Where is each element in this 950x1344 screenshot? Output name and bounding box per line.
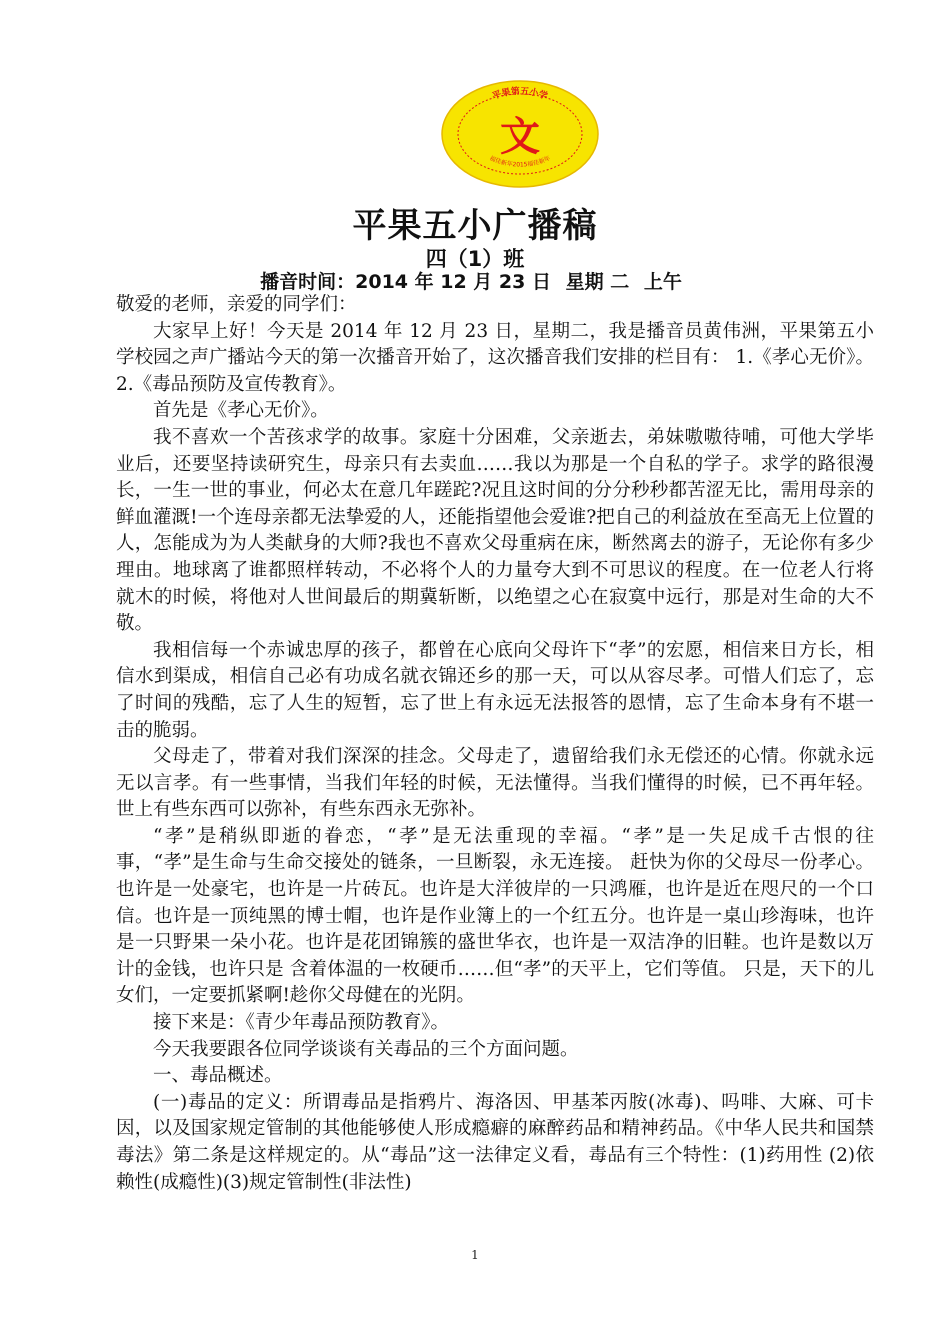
paragraph: 首先是《孝心无价》。 [153, 400, 329, 422]
logo-bottom-text: 福佳新年2015福佳新年 [488, 154, 552, 169]
school-logo [440, 78, 600, 190]
paragraph: 今天我要跟各位同学谈谈有关毒品的三个方面问题。 [153, 1038, 579, 1060]
broadcast-date: 播音时间：2014 年 12 月 23 日 [260, 271, 551, 293]
logo-top-text: 平果第五小学 [491, 86, 549, 103]
broadcast-body [116, 292, 874, 1196]
logo-center-glyph: 文 [500, 113, 540, 160]
class-label: 四（1）班 [425, 247, 525, 271]
paragraph: 接下来是：《青少年毒品预防教育》。 [153, 1012, 450, 1034]
page-title: 平果五小广播稿 [352, 206, 598, 246]
paragraph: 大家早上好！今天是 2014 年 12 月 23 日，星期二，我是播音员黄伟洲，平果第五小学校园之声广播站今天的第一次播音开始了，这次播音我们安排的栏目有： 1.《孝心无价》。2.《毒品预防及宣传教育》。 [116, 320, 874, 395]
broadcast-period: 上午 [643, 271, 682, 293]
paragraph: “孝”是稍纵即逝的眷恋，“孝”是无法重现的幸福。“孝”是一失足成千古恨的往事，“孝”是生命与生命交接处的链条，一旦断裂，永无连接。 赶快为你的父母尽一份孝心。也许是一处豪宅，也许是一片砖瓦。也许是大洋彼岸的一只鸿雁，也许是近在咫尺的一个口信。也许是一顶纯黑的博士帽，也许是作业簿上的一个红五分。也许是一桌山珍海味，也许是一只野果一朵小花。也许是花团锦簇的盛世华衣，也许是一双洁净的旧鞋。也许是数以万计的金钱，也许只是 含着体温的一枚硬币……但“孝”的天平上，它们等值。 只是，天下的儿女们，一定要抓紧啊!趁你父母健在的光阴。 [116, 825, 874, 1007]
paragraph: (一)毒品的定义：所谓毒品是指鸦片、海洛因、甲基苯丙胺(冰毒)、吗啡、大麻、可卡因，以及国家规定管制的其他能够使人形成瘾癖的麻醉药品和精神药品。《中华人民共和国禁毒法》第二条是这样规定的。从“毒品”这一法律定义看，毒品有三个特性：(1)药用性 (2)依赖性(成瘾性)(3)规定管制性(非法性) [116, 1091, 874, 1193]
broadcast-time [0, 267, 950, 294]
paragraph: 我相信每一个赤诚忠厚的孩子，都曾在心底向父母许下“孝”的宏愿，相信来日方长，相信水到渠成，相信自己必有功成名就衣锦还乡的那一天，可以从容尽孝。可惜人们忘了，忘了时间的残酷，忘了人生的短暂，忘了世上有永远无法报答的恩情，忘了生命本身有不堪一击的脆弱。 [116, 639, 874, 741]
paragraph: 一、毒品概述。 [153, 1065, 283, 1087]
paragraph: 我不喜欢一个苦孩求学的故事。家庭十分困难，父亲逝去，弟妹嗷嗷待哺，可他大学毕业后，还要坚持读研究生，母亲只有去卖血……我以为那是一个自私的学子。求学的路很漫长，一生一世的事业，何必太在意几年蹉跎?况且这时间的分分秒秒都苦涩无比，需用母亲的鲜血灌溉!一个连母亲都无法挚爱的人，还能指望他会爱谁?把自己的利益放在至高无上位置的人，怎能成为为人类献身的大师?我也不喜欢父母重病在床，断然离去的游子，无论你有多少理由。地球离了谁都照样转动，不必将个人的力量夸大到不可思议的程度。在一位老人行将就木的时候，将他对人世间最后的期冀斩断，以绝望之心在寂寞中远行，那是对生命的大不敬。 [116, 426, 874, 635]
greeting: 敬爱的老师，亲爱的同学们： [116, 294, 357, 315]
paragraph: 父母走了，带着对我们深深的挂念。父母走了，遗留给我们永无偿还的心情。你就永远无以言孝。有一些事情，当我们年轻的时候，无法懂得。当我们懂得的时候，已不再年轻。世上有些东西可以弥补，有些东西永无弥补。 [116, 746, 874, 821]
broadcast-weekday: 星期 二 [565, 271, 630, 293]
page-number: 1 [471, 1248, 479, 1262]
